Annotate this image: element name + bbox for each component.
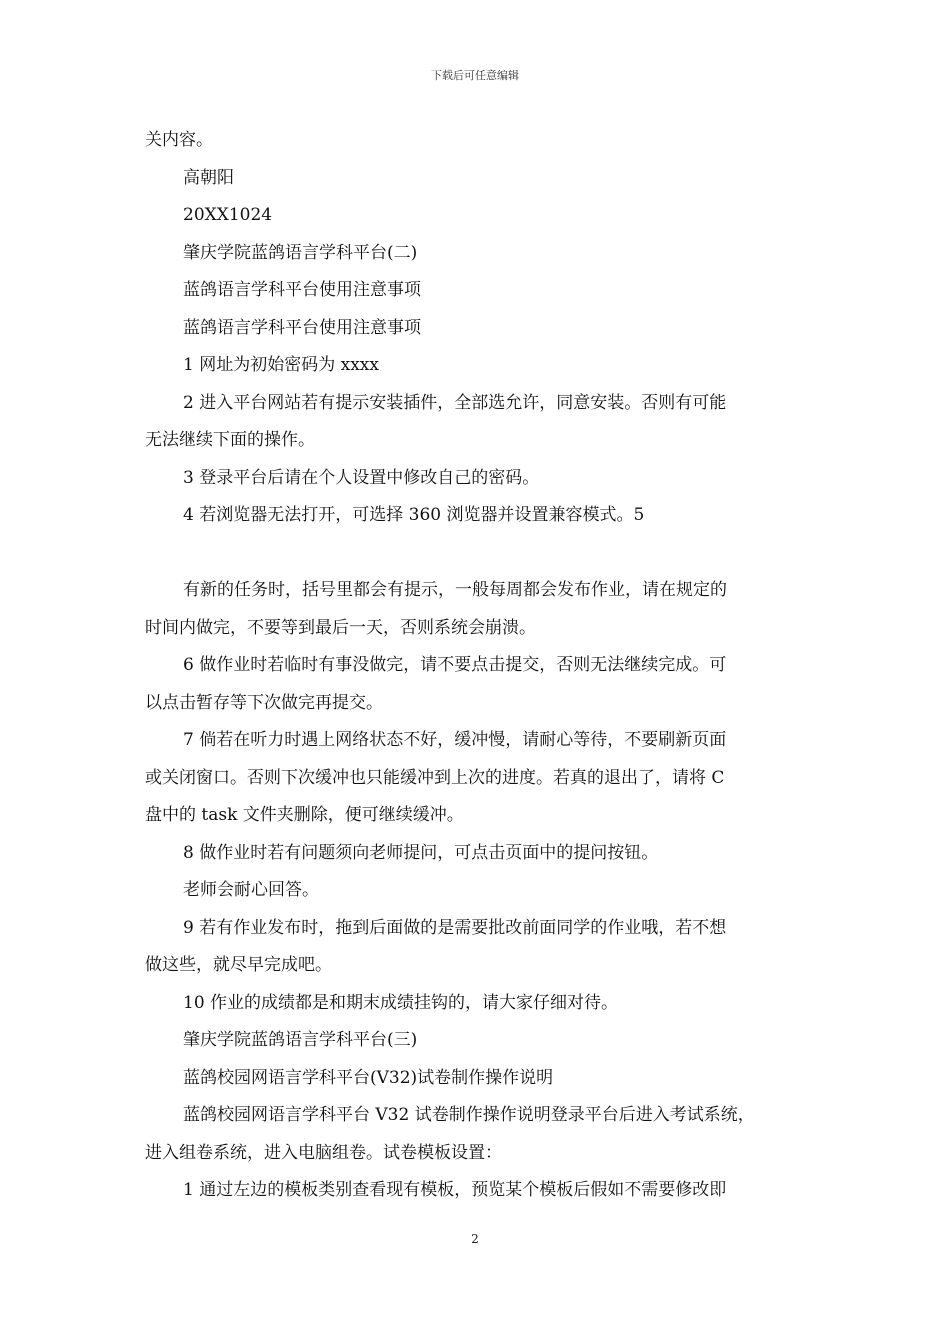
list-item-continuation: 或关闭窗口。否则下次缓冲也只能缓冲到上次的进度。若真的退出了，请将 C (145, 767, 725, 788)
section-title: 肇庆学院蓝鸽语言学科平台(二) (183, 242, 418, 263)
blank-line (145, 535, 810, 573)
list-item-continuation: 无法继续下面的操作。 (145, 430, 315, 450)
section-subtitle: 蓝鸽语言学科平台使用注意事项 (183, 317, 421, 338)
list-item: 2 进入平台网站若有提示安装插件，全部选允许，同意安装。否则有可能 (183, 392, 727, 413)
list-item: 9 若有作业发布时，拖到后面做的是需要批改前面同学的作业哦，若不想 (183, 917, 727, 938)
list-item: 4 若浏览器无法打开，可选择 360 浏览器并设置兼容模式。5 (183, 505, 645, 525)
page-number: 2 (471, 1232, 479, 1246)
paragraph: 蓝鸽校园网语言学科平台 V32 试卷制作操作说明登录平台后进入考试系统， (183, 1105, 755, 1125)
list-item: 8 做作业时若有问题须向老师提问，可点击页面中的提问按钮。 (183, 842, 659, 863)
list-item-continuation: 做这些，就尽早完成吧。 (145, 955, 332, 975)
list-item: 6 做作业时若临时有事没做完，请不要点击提交，否则无法继续完成。可 (183, 655, 727, 675)
date-line: 20XX1024 (183, 205, 273, 225)
list-item: 10 作业的成绩都是和期末成绩挂钩的，请大家仔细对待。 (183, 992, 619, 1013)
list-item: 3 登录平台后请在个人设置中修改自己的密码。 (183, 467, 540, 488)
author-name: 高朝阳 (183, 167, 234, 188)
list-item-continuation: 盘中的 task 文件夹删除，便可继续缓冲。 (145, 805, 464, 825)
section-title: 肇庆学院蓝鸽语言学科平台(三) (183, 1030, 418, 1050)
list-item-continuation: 以点击暂存等下次做完再提交。 (145, 692, 383, 713)
list-item: 有新的任务时，括号里都会有提示，一般每周都会发布作业，请在规定的 (183, 580, 727, 600)
section-subtitle: 蓝鸽校园网语言学科平台(V32)试卷制作操作说明 (183, 1067, 554, 1088)
list-item: 1 通过左边的模板类别查看现有模板，预览某个模板后假如不需要修改即 (183, 1180, 727, 1200)
paragraph-continuation: 进入组卷系统，进入电脑组卷。试卷模板设置： (145, 1142, 502, 1163)
list-item: 1 网址为初始密码为 xxxx (183, 355, 379, 375)
text-line: 关内容。 (145, 130, 213, 150)
page-header: 下载后可任意编辑 (431, 69, 519, 82)
section-subtitle: 蓝鸽语言学科平台使用注意事项 (183, 280, 421, 300)
list-item-continuation: 时间内做完，不要等到最后一天，否则系统会崩溃。 (145, 617, 536, 638)
list-item-continuation: 老师会耐心回答。 (183, 880, 319, 900)
document-body (145, 122, 810, 1210)
list-item: 7 倘若在听力时遇上网络状态不好，缓冲慢，请耐心等待，不要刷新页面 (183, 730, 727, 750)
